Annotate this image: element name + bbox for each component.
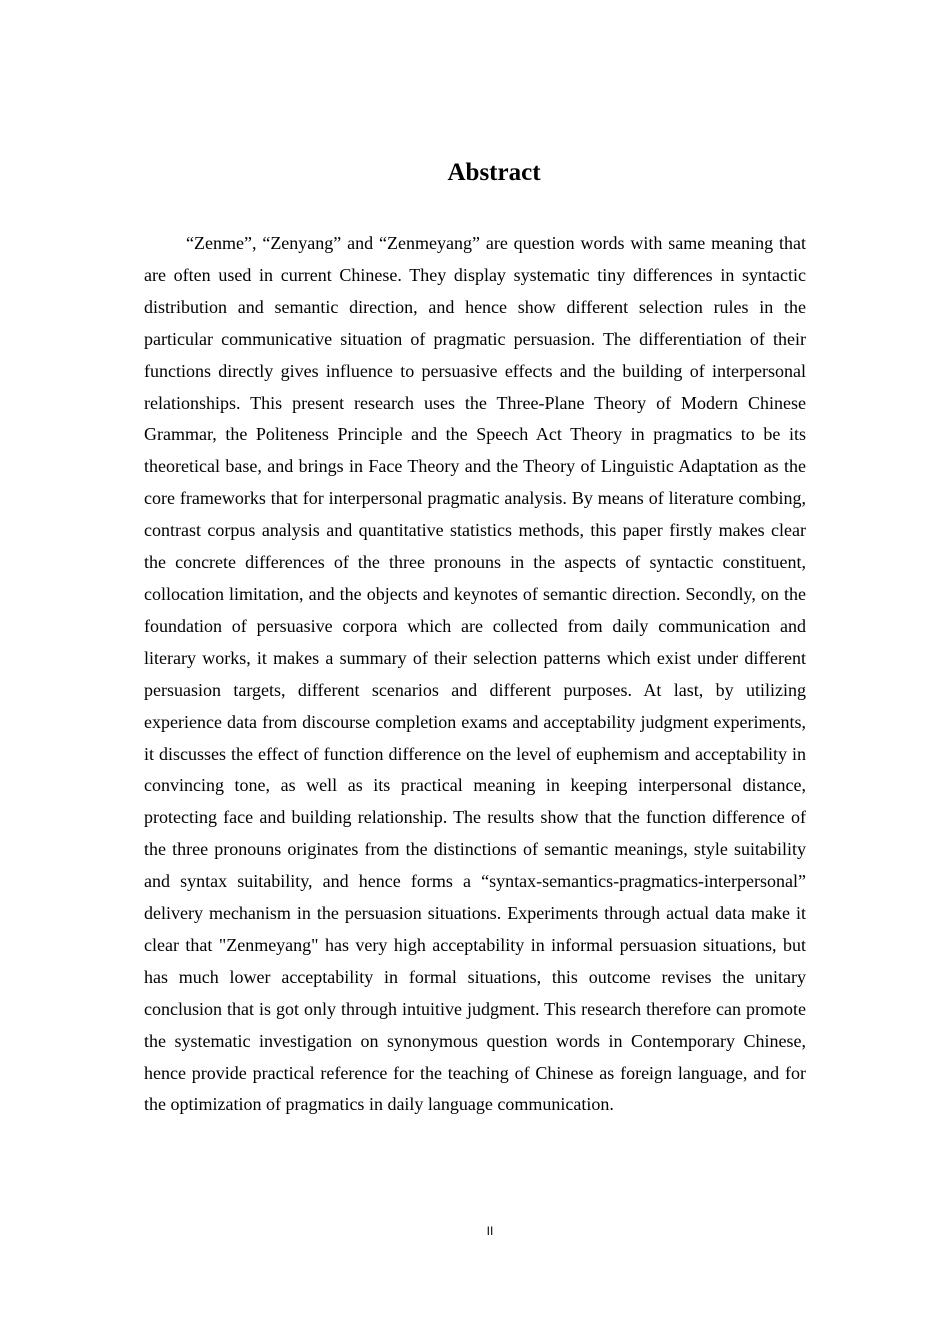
page-title: Abstract <box>447 159 541 186</box>
abstract-paragraph: “Zenme”, “Zenyang” and “Zenmeyang” are question words with same meaning that are often used in current Chinese. They display systematic tiny differences in syntactic distribution and semantic direction, and hence show different selection rules in the particular communicative situation of pragmatic persuasion. The differentiation of their functions directly gives influence to persuasive effects and the building of interpersonal relationships. This present research uses the Three-Plane Theory of Modern Chinese Grammar, the Politeness Principle and the Speech Act Theory in pragmatics to be its theoretical base, and brings in Face Theory and the Theory of Linguistic Adaptation as the core frameworks that for interpersonal pragmatic analysis. By means of literature combing, contrast corpus analysis and quantitative statistics methods, this paper firstly makes clear the concrete differences of the three pronouns in the aspects of syntactic constituent, collocation limitation, and the objects and keynotes of semantic direction. Secondly, on the foundation of persuasive corpora which are collected from daily communication and literary works, it makes a summary of their selection patterns which exist under different persuasion targets, different scenarios and different purposes. At last, by utilizing experience data from discourse completion exams and acceptability judgment experiments, it discusses the effect of function difference on the level of euphemism and acceptability in convincing tone, as well as its practical meaning in keeping interpersonal distance, protecting face and building relationship. The results show that the function difference of the three pronouns originates from the distinctions of semantic meanings, style suitability and syntax suitability, and hence forms a “syntax-semantics-pragmatics-interpersonal” delivery mechanism in the persuasion situations. Experiments through actual data make it clear that "Zenmeyang" has very high acceptability in informal persuasion situations, but has much lower acceptability in formal situations, this outcome revises the unitary conclusion that is got only through intuitive judgment. This research therefore can promote the systematic investigation on synonymous question words in Contemporary Chinese, hence provide practical reference for the teaching of Chinese as foreign language, and for the optimization of pragmatics in daily language communication. <box>144 233 806 1115</box>
page-number: II <box>486 1224 494 1238</box>
